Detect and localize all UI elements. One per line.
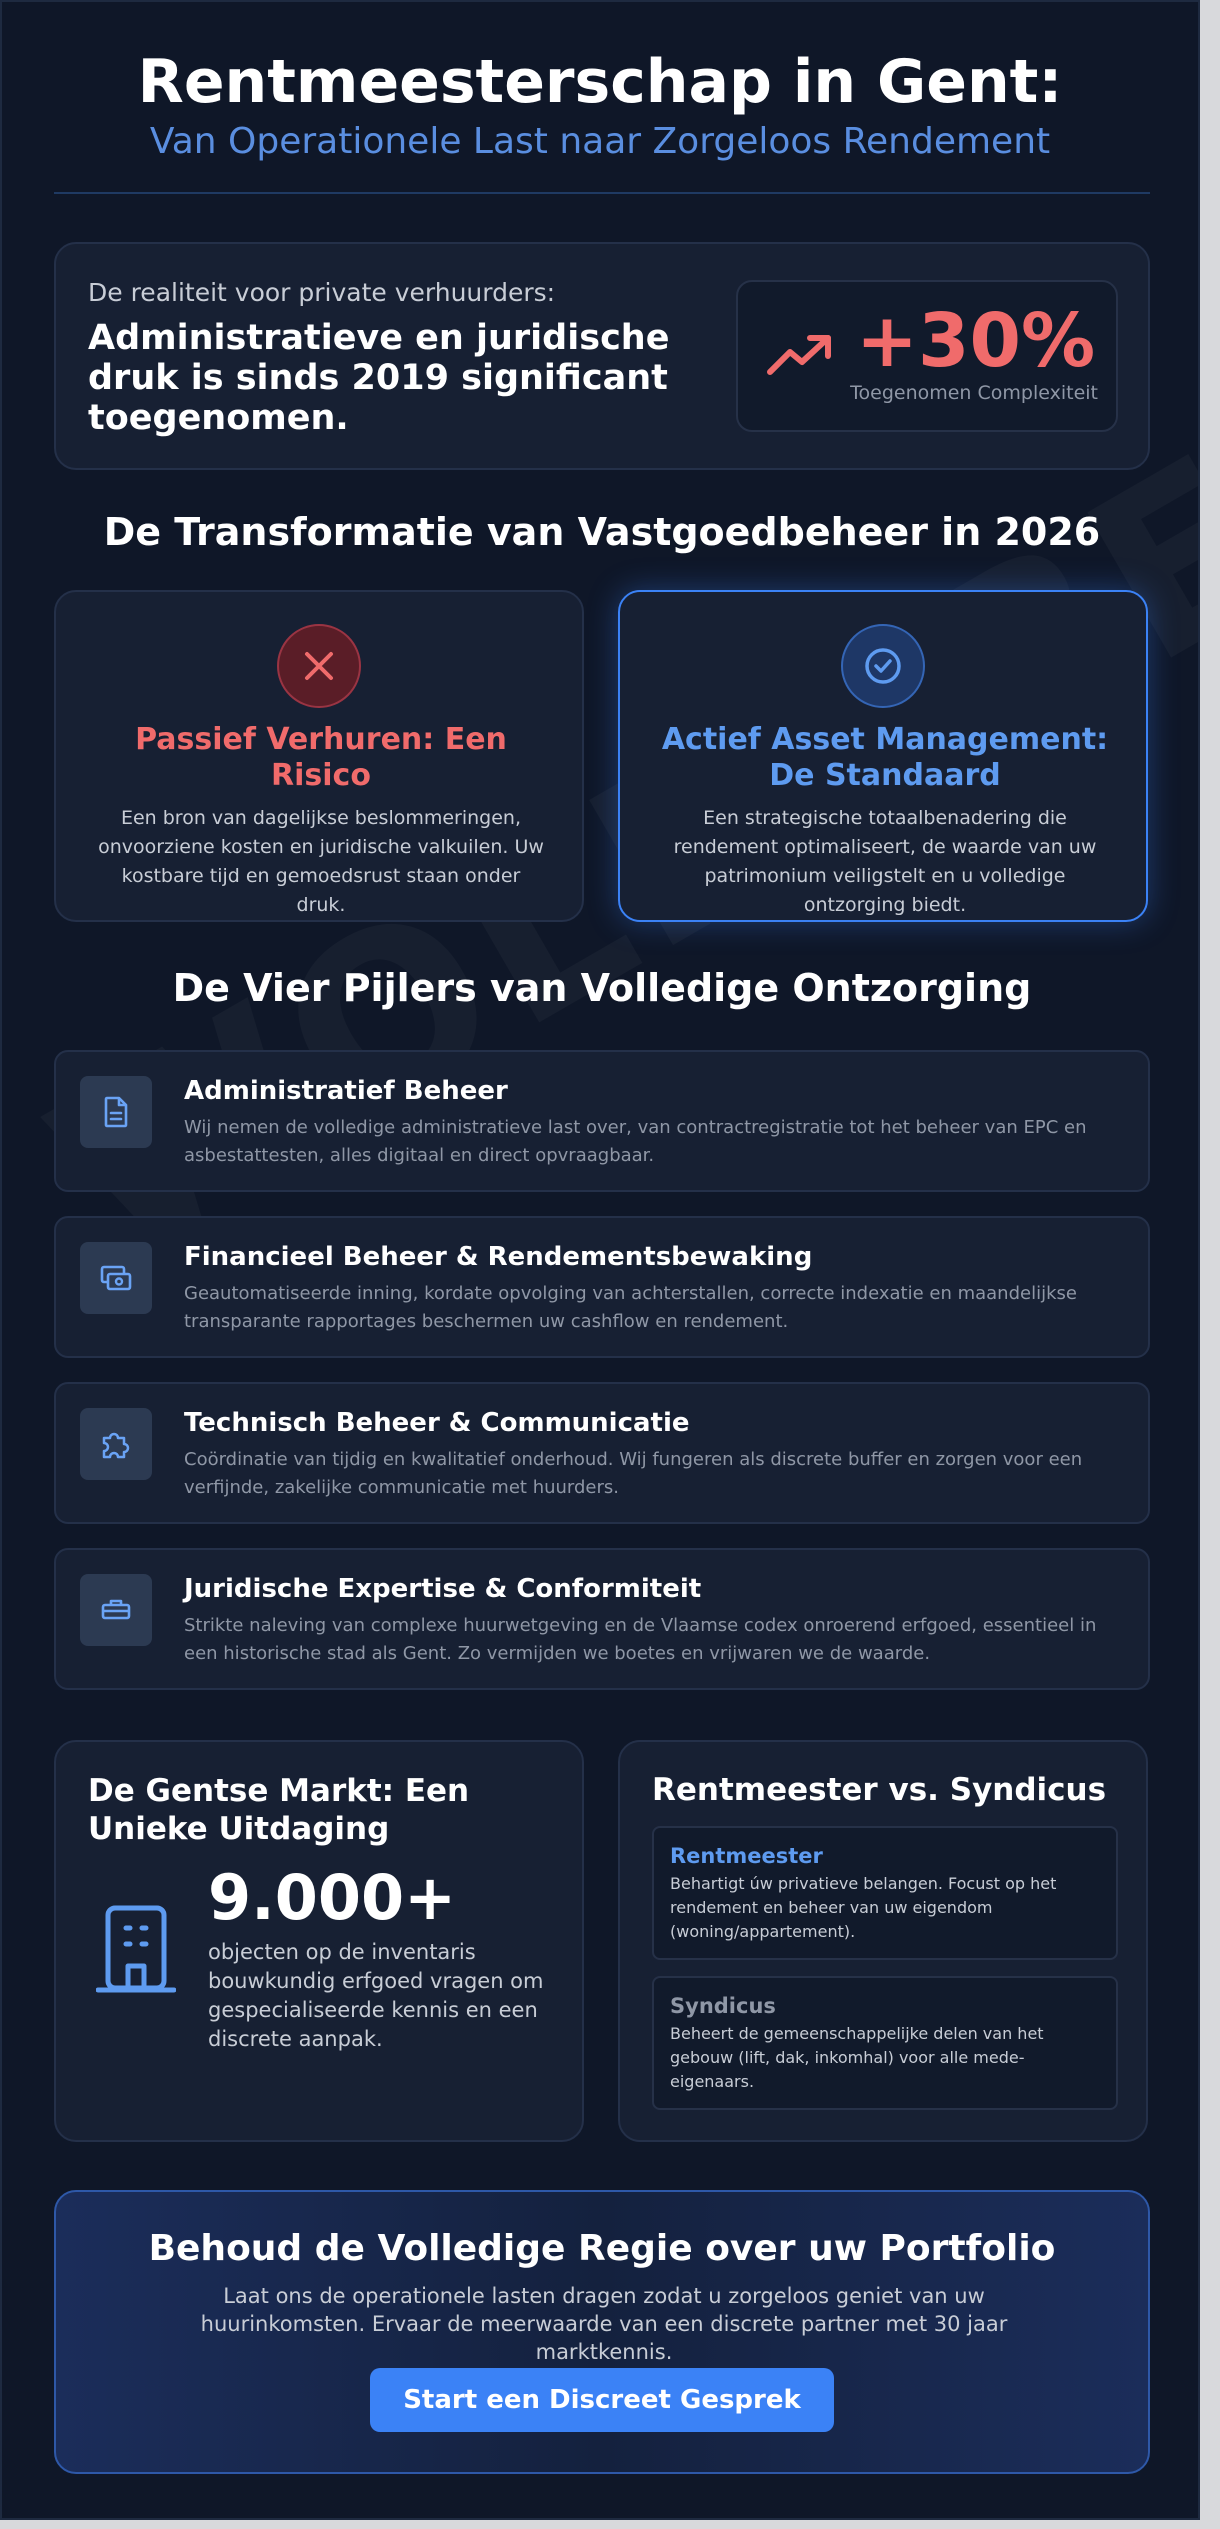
pillar-technical [54,1382,1150,1524]
passive-text: Een bron van dagelijkse beslommeringen, onvoorziene kosten en juridische valkuilen. Uw kostbare tijd en gemoedsrust staan onder druk. [98,807,544,916]
rentmeester-text: Behartigt úw privatieve belangen. Focust op het rendement en beheer van uw eigendom (woning/appartement). [670,1874,1057,1941]
toolbox-icon [80,1574,152,1646]
pillars-title: De Vier Pijlers van Volledige Ontzorging [172,966,1032,1010]
stat-caption: Toegenomen Complexiteit [850,382,1098,404]
rentmeester-vs-syndicus-card [618,1740,1148,2142]
pillar-title: Technisch Beheer & Communicatie [184,1408,690,1438]
complexity-stat [736,280,1118,432]
page-header [2,2,1198,164]
pillar-title: Juridische Expertise & Conformiteit [184,1574,702,1604]
header-divider [54,192,1150,194]
page-subtitle: Van Operationele Last naar Zorgeloos Rendement [149,121,1051,162]
active-title: Actief Asset Management: De Standaard [661,722,1109,793]
document-icon [80,1076,152,1148]
pillar-text: Geautomatiseerde inning, kordate opvolging van achterstallen, correcte indexatie en maandelijkse transparante rapportages beschermen uw cashflow en rendement. [184,1283,1077,1332]
check-circle-icon [841,624,925,708]
passive-title: Passief Verhuren: Een Risico [135,722,507,793]
pillar-legal [54,1548,1150,1690]
reality-lead: De realiteit voor private verhuurders: [88,278,556,307]
active-text: Een strategische totaalbenadering die rendement optimaliseert, de waarde van uw patrimonium veiligstelt en u volledige ontzorging biedt. [673,807,1097,916]
trending-up-icon [766,330,836,380]
stat-value: +30% [856,298,1096,384]
syndicus-box [652,1976,1118,2110]
ghent-market-card [54,1740,584,2142]
transformation-title: De Transformatie van Vastgoedbeheer in 2026 [103,510,1101,554]
pillar-text: Strikte naleving van complexe huurwetgeving en de Vlaamse codex onroerend erfgoed, essentieel in een historische stad als Gent. Zo vermijden we boetes en vrijwaren we de waarde. [184,1615,1097,1664]
cta-banner [54,2190,1150,2474]
reality-card [54,242,1150,470]
versus-title: Rentmeester vs. Syndicus [652,1772,1107,1808]
cta-text: Laat ons de operationele lasten dragen zodat u zorgeloos geniet van uw huurinkomsten. Ervaar de meerwaarde van een discrete partner met 30 jaar marktkennis. [200,2284,1008,2364]
market-title: De Gentse Markt: Een Unieke Uitdaging [88,1773,470,1847]
syndicus-label: Syndicus [670,1994,776,2018]
passive-renting-card [54,590,584,922]
market-value: 9.000+ [208,1861,457,1934]
rentmeester-label: Rentmeester [670,1844,823,1868]
pillar-title: Administratief Beheer [184,1076,508,1106]
close-icon [277,624,361,708]
rentmeester-box [652,1826,1118,1960]
building-icon [96,1902,176,1998]
page-title: Rentmeesterschap in Gent: [137,47,1063,117]
reality-headline: Administratieve en juridische druk is sinds 2019 significant toegenomen. [88,318,670,438]
pillar-administrative [54,1050,1150,1192]
pillar-text: Coördinatie van tijdig en kwalitatief onderhoud. Wij fungeren als discrete buffer en zorgen voor een verfijnde, zakelijke communicatie met huurders. [184,1449,1083,1498]
pillar-financial [54,1216,1150,1358]
market-text: objecten op de inventaris bouwkundig erfgoed vragen om gespecialiseerde kennis en een discrete aanpak. [208,1940,544,2051]
start-conversation-button[interactable]: Start een Discreet Gesprek [370,2368,834,2432]
active-management-card [618,590,1148,922]
cash-icon [80,1242,152,1314]
cta-title: Behoud de Volledige Regie over uw Portfolio [148,2228,1056,2269]
syndicus-text: Beheert de gemeenschappelijke delen van het gebouw (lift, dak, inkomhal) voor alle mede-eigenaars. [670,2024,1044,2091]
pillar-title: Financieel Beheer & Rendementsbewaking [184,1242,813,1272]
pillar-text: Wij nemen de volledige administratieve last over, van contractregistratie tot het beheer van EPC en asbestattesten, alles digitaal en direct opvraagbaar. [184,1117,1087,1166]
puzzle-icon [80,1408,152,1480]
